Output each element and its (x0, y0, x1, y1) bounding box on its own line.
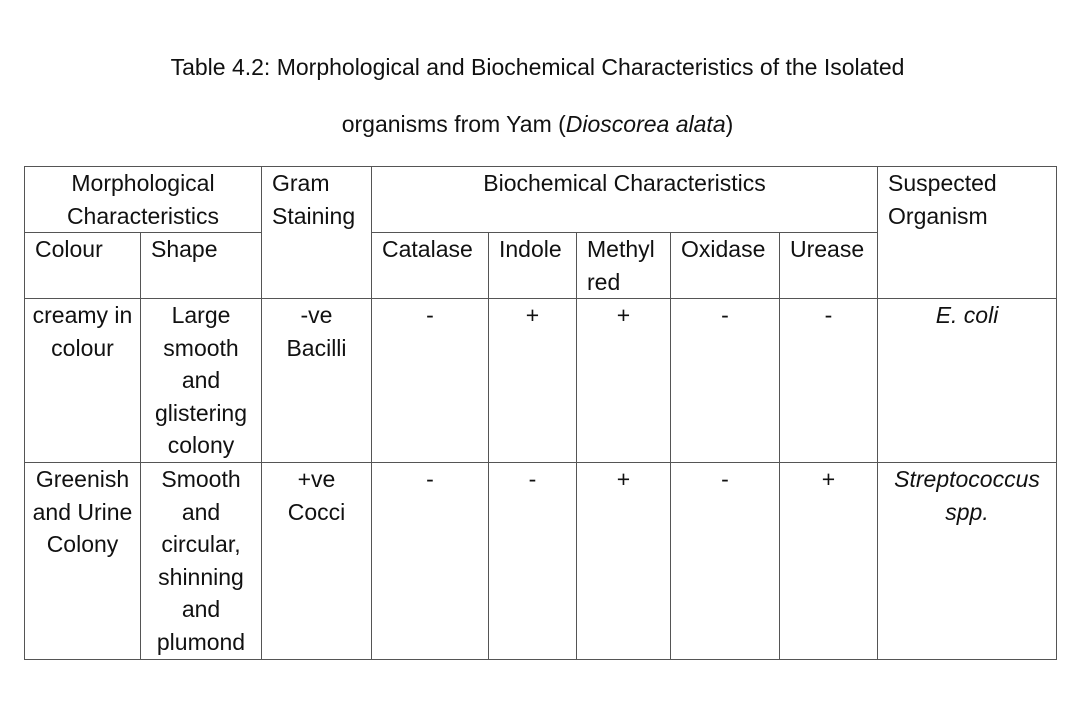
header-methyl-red: Methyl red (577, 233, 671, 299)
caption-text: Table 4.2: Morphological and Biochemical Characteristics of the Isolated (170, 54, 905, 80)
cell-organism: Streptococcus spp. (878, 463, 1057, 660)
caption-suffix: ) (725, 111, 734, 137)
header-colour: Colour (25, 233, 141, 299)
cell-colour: Greenish and Urine Colony (25, 463, 141, 660)
cell-oxidase: - (671, 299, 780, 463)
header-shape: Shape (141, 233, 262, 299)
table-caption-line-1 (0, 52, 1075, 82)
header-gram-staining: Gram Staining (262, 167, 372, 299)
header-row-1 (25, 167, 1057, 233)
caption-species: Dioscorea alata (565, 111, 726, 137)
cell-oxidase: - (671, 463, 780, 660)
cell-methyl-red: + (577, 299, 671, 463)
header-suspected-organism: Suspected Organism (878, 167, 1057, 299)
cell-methyl-red: + (577, 463, 671, 660)
cell-shape: Large smooth and glistering colony (141, 299, 262, 463)
cell-urease: - (780, 299, 878, 463)
characteristics-table (24, 166, 1057, 660)
cell-catalase: - (372, 463, 489, 660)
cell-indole: - (489, 463, 577, 660)
header-catalase: Catalase (372, 233, 489, 299)
header-oxidase: Oxidase (671, 233, 780, 299)
cell-gram: -ve Bacilli (262, 299, 372, 463)
header-biochemical: Biochemical Characteristics (372, 167, 878, 233)
cell-shape: Smooth and circular, shinning and plumond (141, 463, 262, 660)
cell-colour: creamy in colour (25, 299, 141, 463)
header-morphological: Morphological Characteristics (25, 167, 262, 233)
header-urease: Urease (780, 233, 878, 299)
header-indole: Indole (489, 233, 577, 299)
table-row (25, 463, 1057, 660)
caption-prefix: organisms from Yam ( (341, 111, 566, 137)
table-row (25, 299, 1057, 463)
cell-gram: +ve Cocci (262, 463, 372, 660)
table-caption-line-2 (0, 109, 1075, 139)
cell-catalase: - (372, 299, 489, 463)
cell-urease: + (780, 463, 878, 660)
cell-organism: E. coli (878, 299, 1057, 463)
cell-indole: + (489, 299, 577, 463)
